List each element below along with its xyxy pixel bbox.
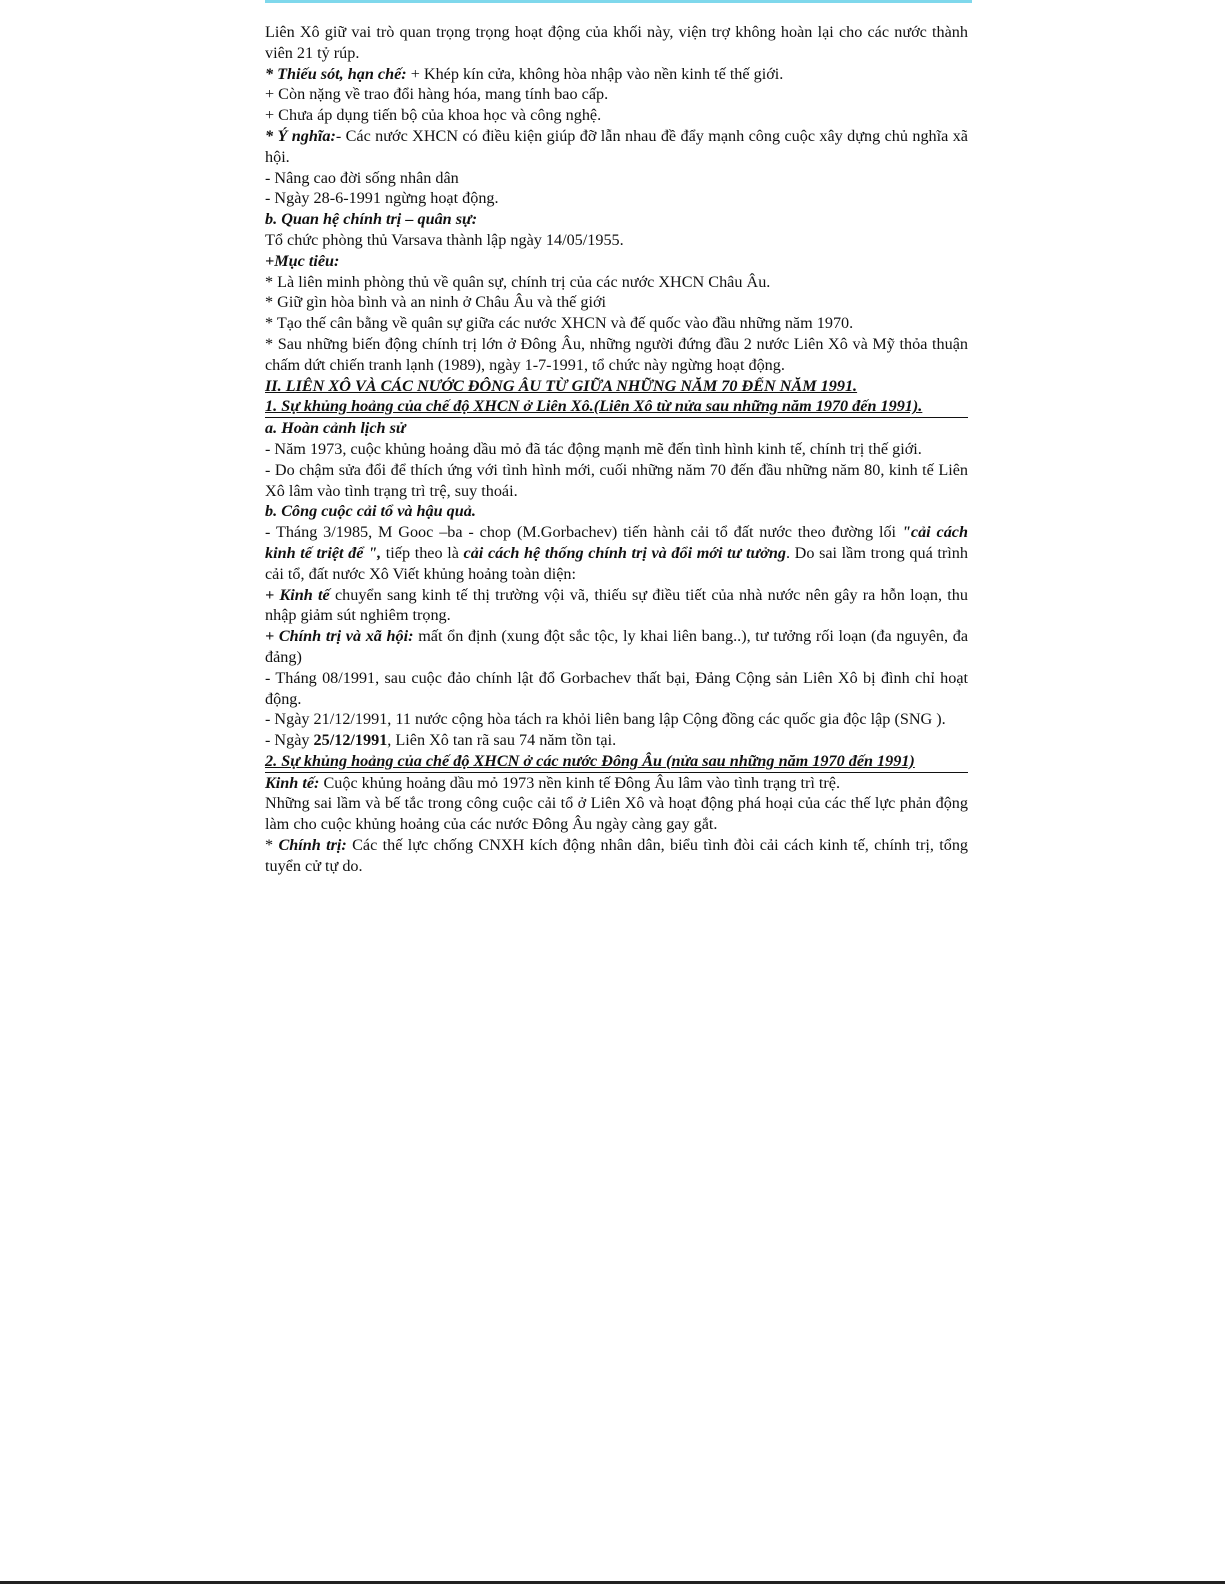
paragraph-limitation-2: + Còn nặng về trao đổi hàng hóa, mang tính bao cấp.	[265, 85, 609, 104]
paragraph-eastern-politics	[265, 835, 968, 877]
text-reform-c: tiếp theo là	[381, 543, 464, 562]
heading-objectives: +Mục tiêu:	[265, 251, 340, 270]
label-economy: + Kinh tế	[265, 585, 330, 604]
text-dissolution-a: - Ngày	[265, 731, 314, 750]
text-reform-e: . Do sai lầm trong quá trình cải tổ, đất nước Xô Viết khủng hoảng toàn diện:	[265, 543, 968, 583]
text-eastern-economy: Cuộc khủng hoảng dầu mỏ 1973 nền kinh tế Đông Âu lâm vào tình trạng trì trệ.	[319, 773, 841, 792]
text-reform-a: - Tháng 3/1985, M Gooc –ba - chop (M.Gorbachev) tiến hành cải tổ đất nước theo đường lối	[265, 523, 902, 542]
paragraph-politics-society	[265, 626, 968, 668]
paragraph-objective-2: * Giữ gìn hòa bình và an ninh ở Châu Âu và thế giới	[265, 293, 607, 312]
paragraph-mistakes: Những sai lầm và bế tắc trong công cuộc cải tổ ở Liên Xô và hoạt động phá hoại của các thế lực phản động làm cho cuộc khủng hoảng của các nước Đông Âu ngày càng gay gắt.	[265, 794, 968, 834]
paragraph-warsaw-founded: Tổ chức phòng thủ Varsava thành lập ngày 14/05/1955.	[265, 230, 624, 249]
section-heading-2	[265, 751, 968, 773]
paragraph-stagnation: - Do chậm sửa đổi để thích ứng với tình hình mới, cuối những năm 70 đến đầu những năm 80, kinh tế Liên Xô lâm vào tình trạng trì trệ, suy thoái.	[265, 460, 968, 500]
text-reform-b: "cải cách kinh tế triệt để ",	[265, 523, 968, 562]
text-dissolution-c: , Liên Xô tan rã sau 74 năm tồn tại.	[387, 731, 617, 750]
paragraph-objective-4: * Sau những biến động chính trị lớn ở Đông Âu, những người đứng đầu 2 nước Liên Xô và Mỹ thỏa thuận chấm dứt chiến tranh lạnh (1989), ngày 1-7-1991, tổ chức này ngừng hoạt động.	[265, 334, 968, 374]
paragraph-ceased: - Ngày 28-6-1991 ngừng hoạt động.	[265, 189, 499, 208]
text-significance: - Các nước XHCN có điều kiện giúp đỡ lẫn nhau đề đẩy mạnh công cuộc xây dựng chủ nghĩa xã hội.	[265, 126, 968, 166]
paragraph-sng: - Ngày 21/12/1991, 11 nước cộng hòa tách ra khỏi liên bang lập Cộng đồng các quốc gia độc lập (SNG ).	[265, 710, 946, 729]
label-eastern-politics: Chính trị:	[278, 836, 347, 855]
paragraph-coup: - Tháng 08/1991, sau cuộc đảo chính lật đổ Gorbachev thất bại, Đảng Cộng sản Liên Xô bị đình chỉ hoạt động.	[265, 668, 968, 708]
text-politics-society: mất ổn định (xung đột sắc tộc, ly khai liên bang..), tư tưởng rối loạn (đa nguyên, đa đảng)	[265, 627, 969, 666]
label-limitations: * Thiếu sót, hạn chế:	[265, 64, 407, 83]
text-eastern-politics-bullet: *	[265, 836, 279, 855]
paragraph-limitations	[265, 64, 968, 85]
text-limitations: + Khép kín cửa, không hòa nhập vào nền kinh tế thế giới.	[406, 64, 784, 83]
label-politics-society: + Chính trị và xã hội:	[265, 627, 414, 646]
text-eastern-politics: Các thế lực chống CNXH kích động nhân dân, biểu tình đòi cải cách kinh tế, chính trị, tổng tuyển cử tự do.	[265, 836, 969, 875]
paragraph-gorbachev-reform	[265, 522, 968, 584]
section-heading-1	[265, 396, 968, 418]
heading-historical-context: a. Hoàn cảnh lịch sử	[265, 419, 406, 438]
section-heading-2-text: 2. Sự khủng hoảng của chế độ XHCN ở các nước Đông Âu (nửa sau những năm 1970 đến 1991)	[265, 751, 915, 770]
text-dissolution-date: 25/12/1991	[313, 731, 388, 750]
section-heading-ii: II. LIÊN XÔ VÀ CÁC NƯỚC ĐÔNG ÂU TỪ GIỮA NHỮNG NĂM 70 ĐẾN NĂM 1991.	[265, 376, 858, 395]
section-heading-1-text: 1. Sự khủng hoảng của chế độ XHCN ở Liên Xô.(Liên Xô từ nửa sau những năm 1970 đến 1991).	[265, 397, 923, 416]
document-body	[265, 22, 968, 877]
label-eastern-economy: Kinh tế:	[265, 773, 320, 792]
text-reform-d: cải cách hệ thống chính trị và đổi mới tư tưởng	[463, 543, 786, 562]
label-significance: * Ý nghĩa:	[265, 126, 336, 145]
paragraph-comecon-role: Liên Xô giữ vai trò quan trọng trọng hoạt động của khối này, viện trợ không hoàn lại cho các nước thành viên 21 tỷ rúp.	[265, 23, 968, 62]
text-economy: chuyển sang kinh tế thị trường vội vã, thiếu sự điều tiết của nhà nước nên gây ra hỗn loạn, thu nhập giảm sút nghiêm trọng.	[265, 585, 968, 625]
paragraph-limitation-3: + Chưa áp dụng tiến bộ của khoa học và công nghệ.	[265, 106, 602, 125]
bottom-rule	[0, 1581, 1225, 1584]
paragraph-eastern-economy	[265, 773, 968, 794]
heading-reform: b. Công cuộc cải tổ và hậu quả.	[265, 502, 476, 521]
heading-political-military: b. Quan hệ chính trị – quân sự:	[265, 210, 478, 229]
paragraph-objective-1: * Là liên minh phòng thủ về quân sự, chính trị của các nước XHCN Châu Âu.	[265, 272, 771, 291]
paragraph-oil-crisis: - Năm 1973, cuộc khủng hoảng dầu mỏ đã tác động mạnh mẽ đến tình hình kinh tế, chính trị thế giới.	[265, 439, 922, 458]
paragraph-living-standard: - Nâng cao đời sống nhân dân	[265, 168, 459, 187]
paragraph-objective-3: * Tạo thế cân bằng về quân sự giữa các nước XHCN và đế quốc vào đầu những năm 1970.	[265, 314, 854, 333]
top-rule	[265, 0, 972, 3]
paragraph-significance	[265, 126, 968, 168]
paragraph-dissolution	[265, 730, 968, 751]
paragraph-economy	[265, 585, 968, 627]
